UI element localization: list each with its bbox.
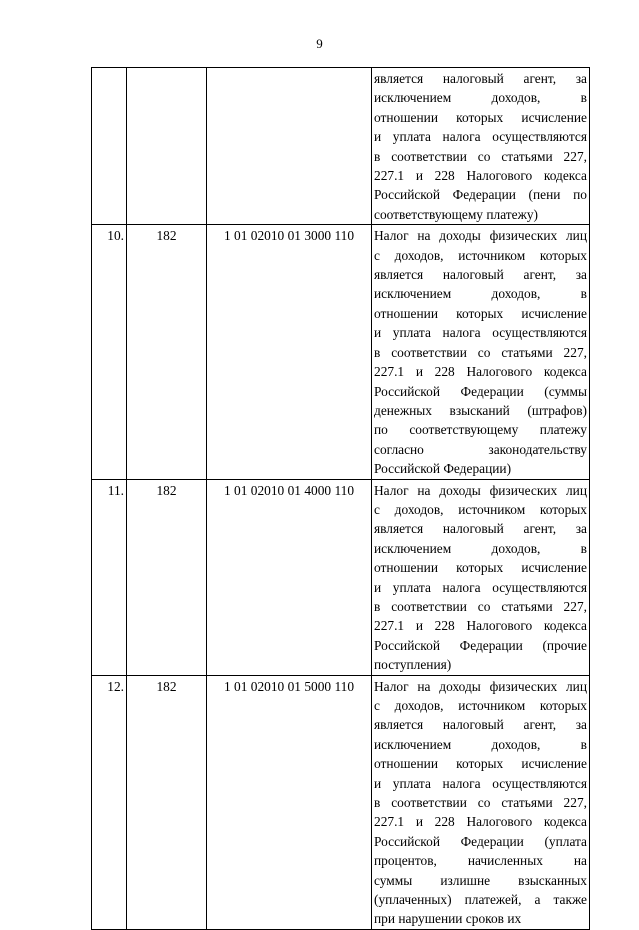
revenue-name-line: и уплата налога осуществляются: [374, 325, 587, 341]
row-number-cell: 12.: [92, 675, 127, 929]
revenue-name-cell: [372, 675, 590, 929]
revenue-name-line: является налоговый агент, за: [374, 267, 587, 283]
admin-code-cell: 182: [127, 225, 207, 479]
page-number: 9: [316, 36, 323, 51]
table-row: [92, 479, 590, 675]
revenue-name-line: с доходов, источником которых: [374, 501, 587, 517]
budget-classification-code-cell: 1 01 02010 01 4000 110: [207, 479, 372, 675]
revenue-name-line: Налог на доходы физических лиц: [374, 482, 587, 498]
revenue-name-line: отношении которых исчисление: [374, 560, 587, 576]
revenue-name-line: является налоговый агент, за: [374, 717, 587, 733]
row-number-cell: 11.: [92, 479, 127, 675]
revenue-name-cell: [372, 68, 590, 225]
budget-classification-code-cell: [207, 68, 372, 225]
admin-code-cell: 182: [127, 479, 207, 675]
revenue-name-line: поступления): [374, 657, 452, 673]
revenue-name-line: Российской Федерации (пени по: [374, 187, 587, 203]
revenue-name-line: с доходов, источником которых: [374, 698, 587, 713]
revenue-name-line: 227.1 и 228 Налогового кодекса: [374, 364, 587, 380]
revenue-name-line: согласно законодательству: [374, 441, 587, 457]
revenue-name-line: Российской Федерации (прочие: [374, 637, 587, 653]
revenue-name-lines: [374, 481, 587, 675]
budget-classification-code-cell: 1 01 02010 01 5000 110: [207, 675, 372, 929]
revenue-name-line: отношении которых исчисление: [374, 305, 587, 321]
budget-classification-code-cell: 1 01 02010 01 3000 110: [207, 225, 372, 479]
admin-code-cell: 182: [127, 675, 207, 929]
revenue-name-line: соответствующему платежу): [374, 206, 538, 222]
table-body: [92, 68, 590, 930]
revenue-name-line: Российской Федерации): [374, 461, 512, 477]
revenue-name-line: отношении которых исчисление: [374, 756, 587, 772]
revenue-name-line: при нарушении сроков их: [374, 911, 522, 927]
revenue-name-line: и уплата налога осуществляются: [374, 129, 587, 145]
revenue-name-line: в соответствии со статьями 227,: [374, 795, 587, 811]
revenue-name-line: с доходов, источником которых: [374, 247, 587, 263]
revenue-name-line: 227.1 и 228 Налогового кодекса: [374, 814, 587, 830]
revenue-name-lines: [374, 677, 587, 929]
revenue-name-line: процентов, начисленных на: [374, 853, 587, 869]
admin-code-cell: [127, 68, 207, 225]
revenue-name-line: является налоговый агент, за: [374, 521, 587, 537]
row-number-cell: [92, 68, 127, 225]
revenue-codes-table: [91, 67, 590, 930]
revenue-name-lines: [374, 226, 587, 478]
revenue-name-cell: [372, 479, 590, 675]
revenue-name-line: Российской Федерации (суммы: [374, 383, 587, 399]
revenue-name-line: отношении которых исчисление: [374, 109, 587, 125]
revenue-name-line: денежных взысканий (штрафов): [374, 402, 587, 418]
revenue-name-line: в соответствии со статьями 227,: [374, 598, 587, 614]
revenue-name-lines: [374, 69, 587, 224]
revenue-name-line: является налоговый агент, за: [374, 71, 587, 86]
revenue-name-line: Российской Федерации (уплата: [374, 833, 587, 849]
table-row: [92, 675, 590, 929]
revenue-name-cell: [372, 225, 590, 479]
table-row: [92, 68, 590, 225]
revenue-name-line: 227.1 и 228 Налогового кодекса: [374, 618, 587, 634]
revenue-name-line: исключением доходов, в: [374, 540, 587, 556]
revenue-name-line: и уплата налога осуществляются: [374, 775, 587, 791]
revenue-name-line: Налог на доходы физических лиц: [374, 678, 587, 694]
table-row: [92, 225, 590, 479]
revenue-name-line: 227.1 и 228 Налогового кодекса: [374, 168, 587, 184]
row-number-cell: 10.: [92, 225, 127, 479]
revenue-name-line: Налог на доходы физических лиц: [374, 228, 587, 244]
revenue-name-line: (уплаченных) платежей, а также: [374, 892, 587, 908]
revenue-name-line: по соответствующему платежу: [374, 422, 587, 438]
revenue-name-line: в соответствии со статьями 227,: [374, 344, 587, 360]
revenue-name-line: суммы излишне взысканных: [374, 872, 587, 888]
revenue-name-line: и уплата налога осуществляются: [374, 579, 587, 595]
revenue-name-line: исключением доходов, в: [374, 736, 587, 752]
revenue-name-line: в соответствии со статьями 227,: [374, 148, 587, 164]
revenue-name-line: исключением доходов, в: [374, 90, 587, 106]
revenue-name-line: исключением доходов, в: [374, 286, 587, 302]
